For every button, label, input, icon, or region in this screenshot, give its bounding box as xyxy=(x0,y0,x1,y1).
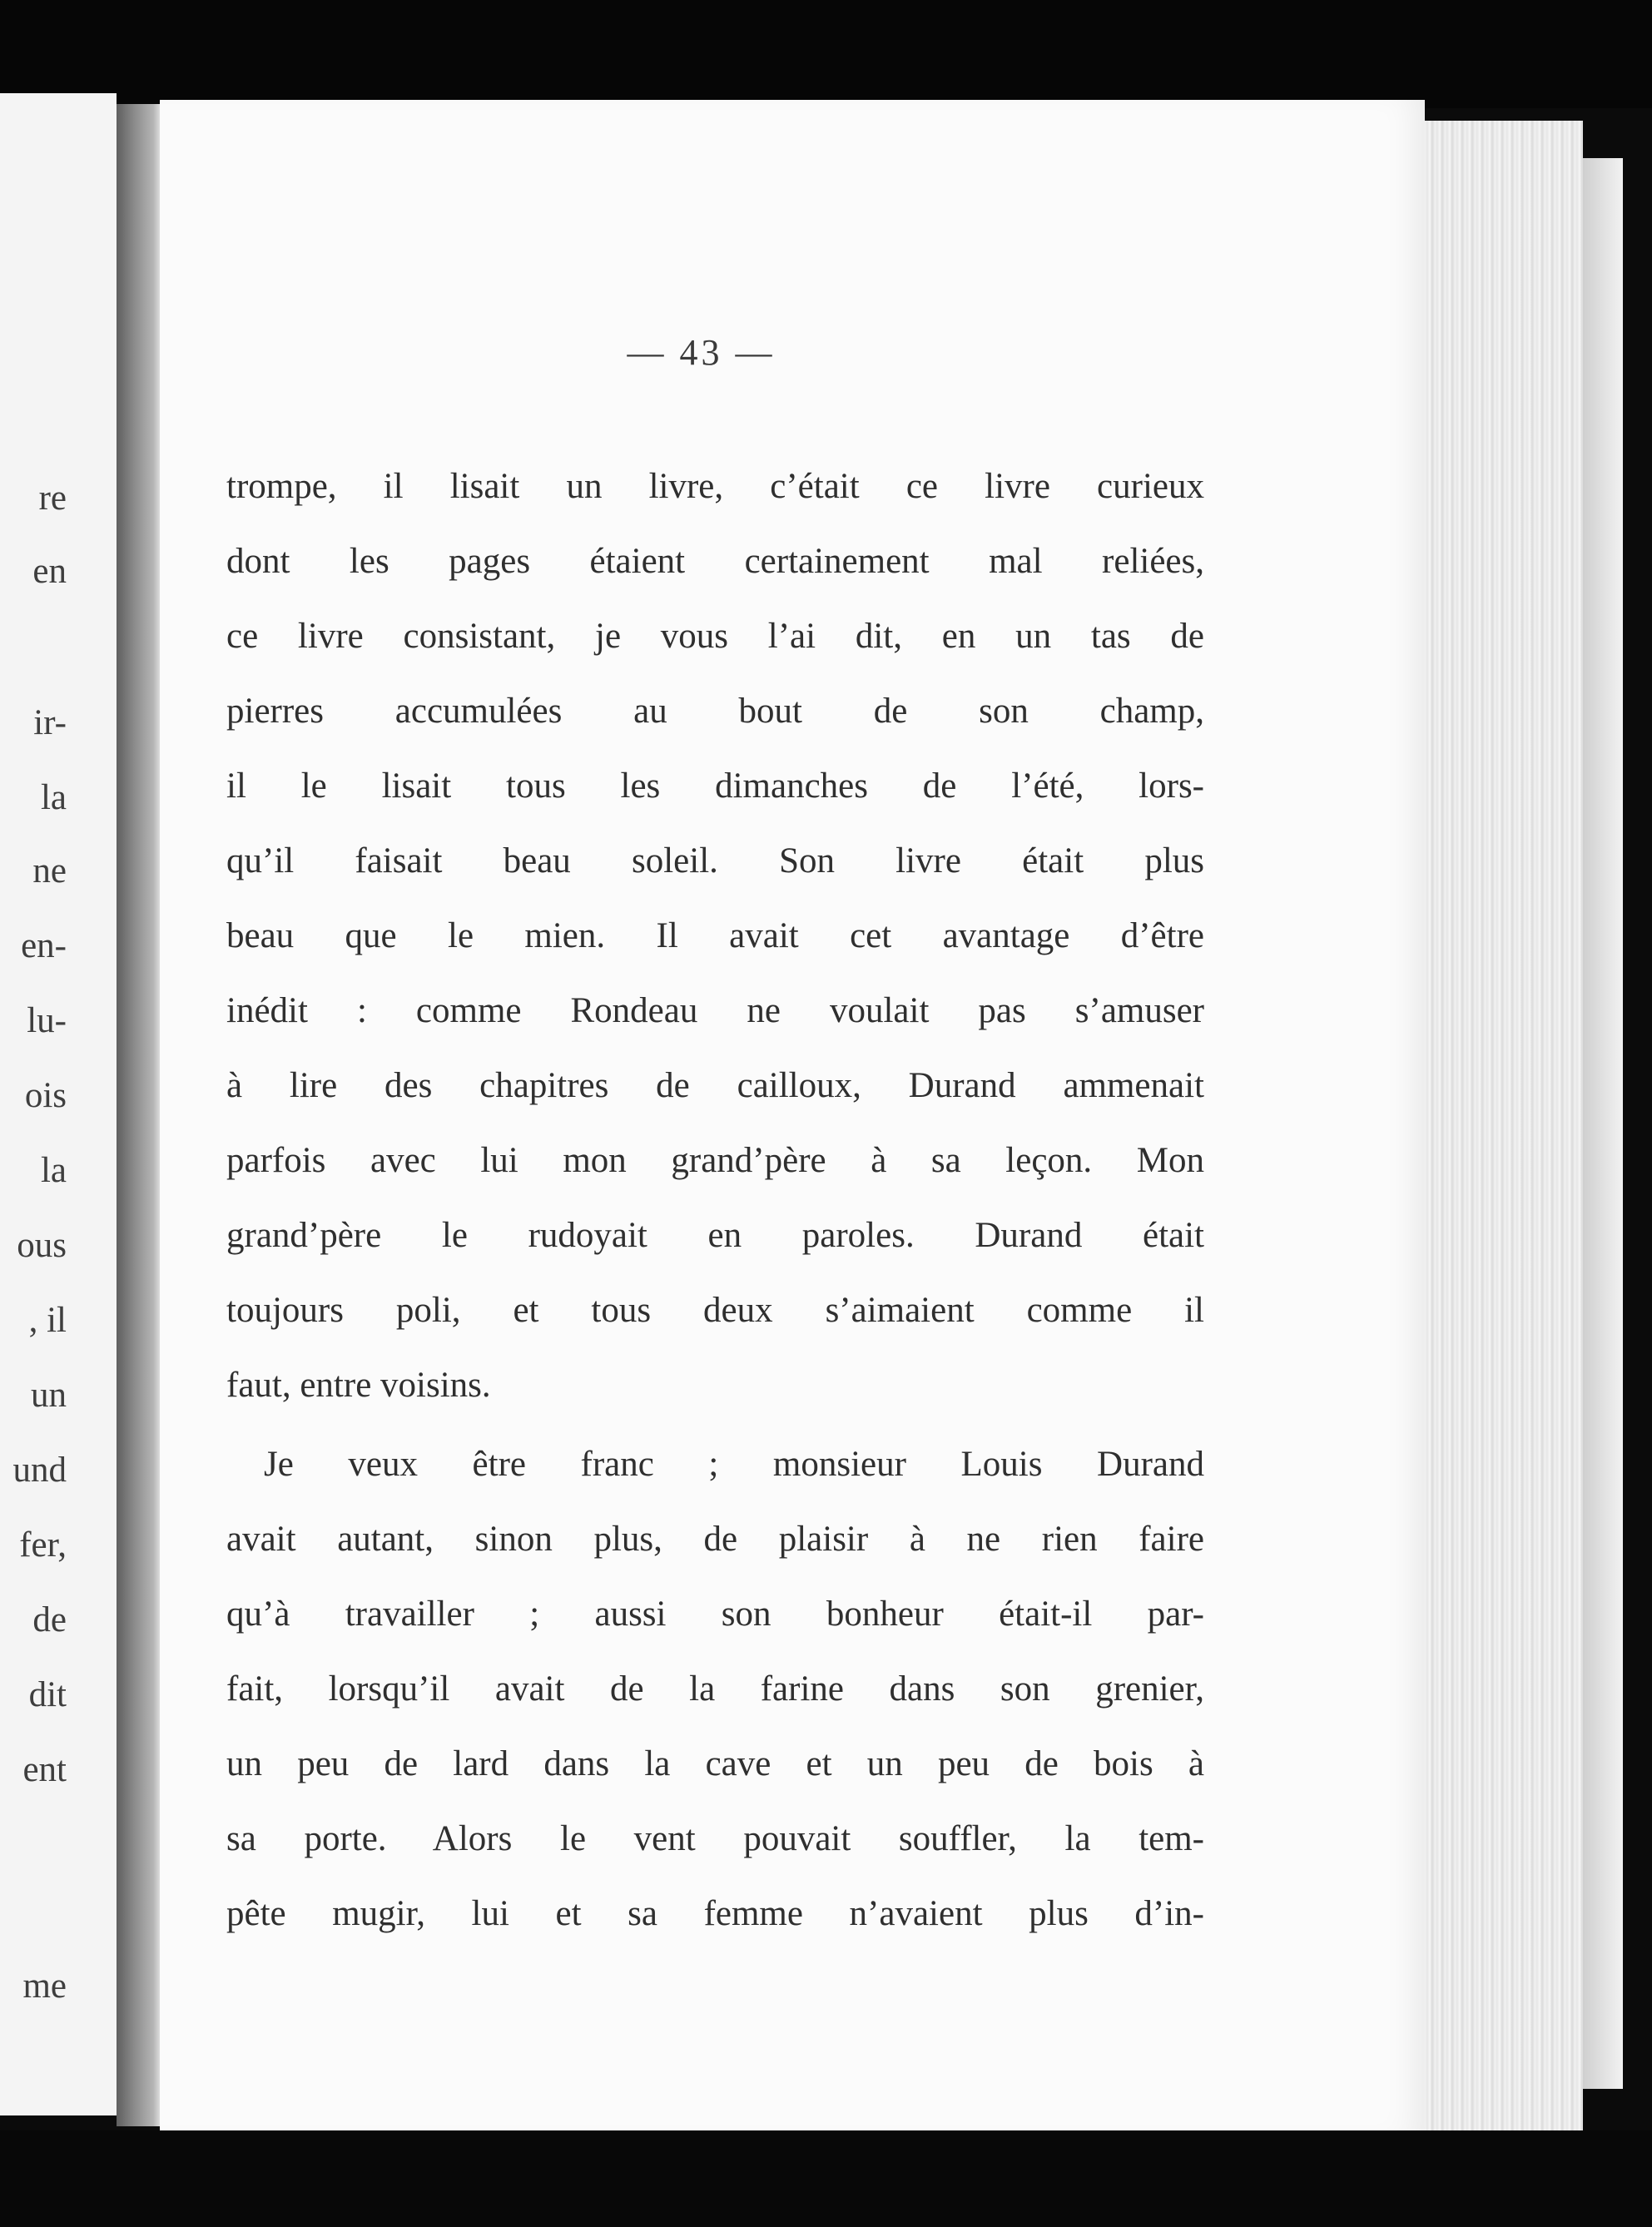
text-line: pête mugir, lui et sa femme n’avaient plus d’in- xyxy=(226,1894,1204,1933)
left-page-fragment: dit xyxy=(28,1675,67,1714)
text-line: faut, entre voisins. xyxy=(226,1366,491,1405)
text-line: pierres accumulées au bout de son champ, xyxy=(226,692,1204,731)
left-page-fragment: ne xyxy=(32,851,67,890)
text-line: parfois avec lui mon grand’père à sa leçon. Mon xyxy=(226,1141,1204,1180)
text-line: fait, lorsqu’il avait de la farine dans son grenier, xyxy=(226,1669,1204,1709)
text-line: dont les pages étaient certainement mal reliées, xyxy=(226,542,1204,581)
left-page-fragment: la xyxy=(40,1151,67,1190)
left-page-fragment: re xyxy=(38,479,67,518)
text-line: un peu de lard dans la cave et un peu de bois à xyxy=(226,1744,1204,1783)
book-board-edge xyxy=(1583,158,1623,2089)
scan-border-top xyxy=(0,0,1652,108)
left-page-fragment: ir- xyxy=(33,703,67,742)
left-page-fragment: und xyxy=(12,1451,67,1490)
left-page-fragment: de xyxy=(32,1600,67,1639)
text-line: à lire des chapitres de cailloux, Durand ammenait xyxy=(226,1066,1204,1105)
left-page-fragment: en xyxy=(32,552,67,591)
left-page-fragment: , il xyxy=(28,1301,67,1340)
text-line: ce livre consistant, je vous l’ai dit, en un tas de xyxy=(226,617,1204,656)
text-line: beau que le mien. Il avait cet avantage d’être xyxy=(226,916,1204,955)
left-page-fragment: lu- xyxy=(27,1001,67,1040)
book-gutter xyxy=(117,104,160,2126)
text-line: trompe, il lisait un livre, c’était ce livre curieux xyxy=(226,467,1204,506)
text-line: Je veux être franc ; monsieur Louis Durand xyxy=(264,1445,1204,1484)
text-line: qu’il faisait beau soleil. Son livre était plus xyxy=(226,841,1204,880)
left-page-fragment: ous xyxy=(17,1226,67,1265)
page-number: — 43 — xyxy=(627,332,776,373)
left-page-fragment: en- xyxy=(21,926,67,965)
left-page-fragment: fer, xyxy=(19,1525,67,1565)
page-fore-edge xyxy=(1425,121,1583,2155)
text-line: grand’père le rudoyait en paroles. Durand était xyxy=(226,1216,1204,1255)
text-line: qu’à travailler ; aussi son bonheur était-il par- xyxy=(226,1595,1204,1634)
left-page-fragment: un xyxy=(31,1376,67,1415)
text-line: inédit : comme Rondeau ne voulait pas s’amuser xyxy=(226,991,1204,1030)
scan-border-bottom xyxy=(0,2130,1652,2227)
text-line: toujours poli, et tous deux s’aimaient comme il xyxy=(226,1291,1204,1330)
left-page-fragment: ent xyxy=(22,1750,67,1789)
left-page-fragment: la xyxy=(40,778,67,817)
text-line: sa porte. Alors le vent pouvait souffler, la tem- xyxy=(226,1819,1204,1858)
text-line: avait autant, sinon plus, de plaisir à ne rien faire xyxy=(226,1520,1204,1559)
left-page-fragment: me xyxy=(22,1967,67,2006)
text-line: il le lisait tous les dimanches de l’été, lors- xyxy=(226,766,1204,806)
left-page-fragment: ois xyxy=(24,1076,67,1115)
left-facing-page xyxy=(0,93,117,2115)
